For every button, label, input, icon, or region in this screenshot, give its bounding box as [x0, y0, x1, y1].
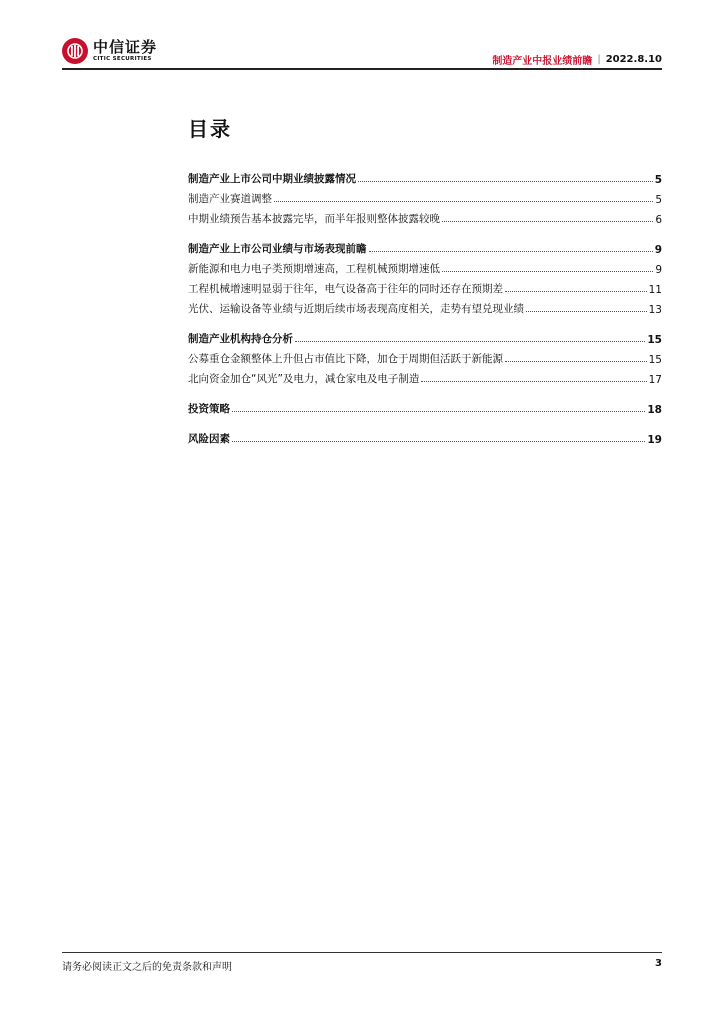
toc-entry-page: 9 [655, 264, 662, 276]
toc-entry-sub[interactable] [188, 366, 662, 386]
toc-entry-page: 5 [654, 174, 662, 186]
footer-divider [62, 952, 662, 953]
toc-entry-page: 6 [655, 214, 662, 226]
toc-section [188, 426, 662, 446]
toc-entry-title: 制造产业机构持仓分析 [188, 333, 293, 345]
toc-heading: 目录 [188, 117, 232, 141]
toc-section [188, 396, 662, 416]
dot-leader [442, 271, 653, 272]
dot-leader [232, 441, 645, 442]
toc-entry-main[interactable] [188, 326, 662, 346]
toc-entry-sub[interactable] [188, 256, 662, 276]
dot-leader [421, 381, 646, 382]
dot-leader [505, 291, 647, 292]
toc-entry-page: 17 [648, 374, 662, 386]
header-divider [62, 68, 662, 70]
dot-leader [505, 361, 647, 362]
table-of-contents [188, 166, 662, 456]
toc-entry-page: 18 [647, 404, 662, 416]
report-date: 2022.8.10 [605, 54, 662, 65]
toc-entry-main[interactable] [188, 166, 662, 186]
toc-entry-main[interactable] [188, 396, 662, 416]
citic-securities-logo [62, 36, 202, 66]
toc-entry-page: 15 [648, 354, 662, 366]
toc-entry-title: 光伏、运输设备等业绩与近期后续市场表现高度相关，走势有望兑现业绩 [188, 303, 524, 315]
toc-entry-page: 13 [648, 304, 662, 316]
citic-logo-icon [62, 38, 88, 64]
toc-entry-title: 工程机械增速明显弱于往年，电气设备高于往年的同时还存在预期差 [188, 283, 503, 295]
toc-entry-title: 制造产业上市公司业绩与市场表现前瞻 [188, 243, 367, 255]
toc-entry-sub[interactable] [188, 186, 662, 206]
logo-english-name: CITIC SECURITIES [93, 55, 152, 62]
toc-entry-title: 北向资金加仓“风光”及电力，减仓家电及电子制造 [188, 373, 420, 385]
report-header [492, 52, 662, 67]
dot-leader [295, 341, 645, 342]
toc-entry-title: 风险因素 [188, 433, 230, 445]
page-number: 3 [655, 958, 662, 969]
dot-leader [526, 311, 647, 312]
toc-entry-sub[interactable] [188, 276, 662, 296]
toc-entry-title: 投资策略 [188, 403, 230, 415]
toc-entry-page: 5 [655, 194, 662, 206]
toc-entry-title: 公募重仓金额整体上升但占市值比下降，加仓于周期但活跃于新能源 [188, 353, 503, 365]
toc-entry-title: 制造产业赛道调整 [188, 193, 272, 205]
toc-entry-title: 新能源和电力电子类预期增速高，工程机械预期增速低 [188, 263, 440, 275]
report-title: 制造产业中报业绩前瞻 [492, 56, 593, 67]
dot-leader [358, 181, 653, 182]
toc-entry-sub[interactable] [188, 206, 662, 226]
logo-chinese-name: 中信证券 [93, 37, 158, 56]
toc-entry-title: 制造产业上市公司中期业绩披露情况 [188, 173, 356, 185]
toc-section [188, 236, 662, 316]
toc-entry-main[interactable] [188, 426, 662, 446]
header-separator: | [597, 54, 601, 65]
toc-entry-page: 11 [648, 284, 662, 296]
dot-leader [442, 221, 653, 222]
toc-entry-page: 19 [647, 434, 662, 446]
toc-section [188, 166, 662, 226]
toc-entry-main[interactable] [188, 236, 662, 256]
toc-entry-sub[interactable] [188, 296, 662, 316]
toc-section [188, 326, 662, 386]
footer-disclaimer: 请务必阅读正文之后的免责条款和声明 [62, 962, 232, 973]
toc-entry-title: 中期业绩预告基本披露完毕，而半年报则整体披露较晚 [188, 213, 440, 225]
toc-entry-page: 9 [654, 244, 662, 256]
dot-leader [274, 201, 653, 202]
dot-leader [369, 251, 653, 252]
toc-entry-sub[interactable] [188, 346, 662, 366]
dot-leader [232, 411, 645, 412]
toc-entry-page: 15 [647, 334, 662, 346]
